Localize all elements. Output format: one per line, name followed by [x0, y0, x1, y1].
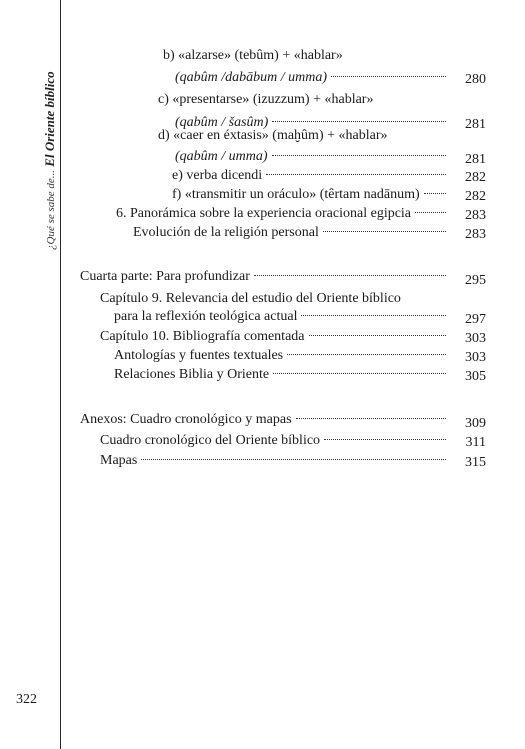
- leader-dots: [309, 335, 446, 336]
- toc-page-antologias: 303: [465, 350, 486, 365]
- leader-dots: [296, 418, 446, 419]
- toc-page-b: 280: [465, 72, 486, 87]
- toc-page-capitulo-9: 297: [465, 312, 486, 327]
- toc-page-evolucion: 283: [465, 227, 486, 242]
- leader-dots: [287, 354, 446, 355]
- toc-entry-e: [172, 166, 450, 186]
- toc-entry-evolucion: [133, 223, 450, 243]
- toc-entry-cuarta-parte: [80, 267, 450, 287]
- toc-entry-relaciones-text: Relaciones Biblia y Oriente: [114, 367, 270, 382]
- toc-entry-anexos: [80, 410, 450, 430]
- toc-entry-c-sub: (qabûm / šasûm): [175, 115, 269, 130]
- toc-entry-relaciones: [114, 365, 450, 385]
- toc-page-cuarta-parte: 295: [465, 273, 486, 288]
- leader-dots: [424, 193, 446, 194]
- toc-entry-e-text: e) verba dicendi: [172, 168, 263, 183]
- leader-dots: [272, 121, 446, 122]
- toc-entry-capitulo-9: [114, 307, 450, 327]
- leader-dots: [254, 275, 446, 276]
- toc-entry-section-6-text: 6. Panorámica sobre la experiencia oracional egipcia: [116, 206, 412, 221]
- leader-dots: [323, 231, 446, 232]
- toc-page-capitulo-10: 303: [465, 331, 486, 346]
- toc-entry-d: [175, 147, 450, 167]
- leader-dots: [301, 315, 446, 316]
- toc-entry-capitulo-10-text: Capítulo 10. Bibliografía comentada: [100, 329, 305, 344]
- toc-page-anexos: 309: [465, 416, 486, 431]
- toc-entry-antologias: [114, 346, 450, 366]
- toc-entry-evolucion-text: Evolución de la religión personal: [133, 225, 319, 240]
- toc-entry-f: [172, 185, 450, 205]
- running-head: [42, 71, 58, 250]
- toc-entry-c-title: c) «presentarse» (izuzzum) + «hablar»: [158, 92, 374, 107]
- toc-entry-d-sub: (qabûm / umma): [175, 149, 268, 164]
- leader-dots: [415, 212, 446, 213]
- toc-entry-cuadro-text: Cuadro cronológico del Oriente bíblico: [100, 433, 321, 448]
- toc-entry-capitulo-9-sub: para la reflexión teológica actual: [114, 309, 298, 324]
- running-head-title: El Oriente bíblico: [42, 71, 57, 167]
- toc-entry-mapas-text: Mapas: [100, 453, 138, 468]
- page-number: 322: [16, 692, 37, 707]
- toc-entry-capitulo-9-title: Capítulo 9. Relevancia del estudio del Oriente bíblico: [100, 291, 401, 306]
- leader-dots: [273, 373, 446, 374]
- toc-page-relaciones: 305: [465, 369, 486, 384]
- toc-entry-antologias-text: Antologías y fuentes textuales: [114, 348, 284, 363]
- leader-dots: [331, 76, 446, 77]
- toc-entry-mapas: [100, 451, 450, 471]
- margin-rule: [60, 0, 61, 749]
- toc-entry-capitulo-10: [100, 327, 450, 347]
- toc-entry-f-text: f) «transmitir un oráculo» (têrtam nadānum): [172, 187, 420, 202]
- toc-page-mapas: 315: [465, 455, 486, 470]
- toc-page-d: 281: [465, 152, 486, 167]
- toc-entry-cuadro: [100, 431, 450, 451]
- leader-dots: [324, 439, 446, 440]
- toc-entry-anexos-text: Anexos: Cuadro cronológico y mapas: [80, 412, 292, 427]
- running-head-prefix: ¿Qué se sabe de...: [45, 169, 57, 250]
- toc-page-e: 282: [465, 170, 486, 185]
- toc-page-section-6: 283: [465, 208, 486, 223]
- toc-entry-cuarta-parte-text: Cuarta parte: Para profundizar: [80, 269, 250, 284]
- leader-dots: [141, 459, 446, 460]
- toc-entry-b: [175, 68, 450, 88]
- toc-entry-d-title: d) «caer en éxtasis» (maḫûm) + «hablar»: [158, 128, 388, 143]
- toc-entry-b-sub: (qabûm /dabābum / umma): [175, 70, 328, 85]
- toc-page-cuadro: 311: [465, 435, 486, 450]
- toc-page-c: 281: [465, 117, 486, 132]
- toc-entry-section-6: [116, 204, 450, 224]
- leader-dots: [272, 155, 446, 156]
- leader-dots: [266, 174, 446, 175]
- toc-page-f: 282: [465, 189, 486, 204]
- toc-entry-b-title: b) «alzarse» (tebûm) + «hablar»: [163, 48, 343, 63]
